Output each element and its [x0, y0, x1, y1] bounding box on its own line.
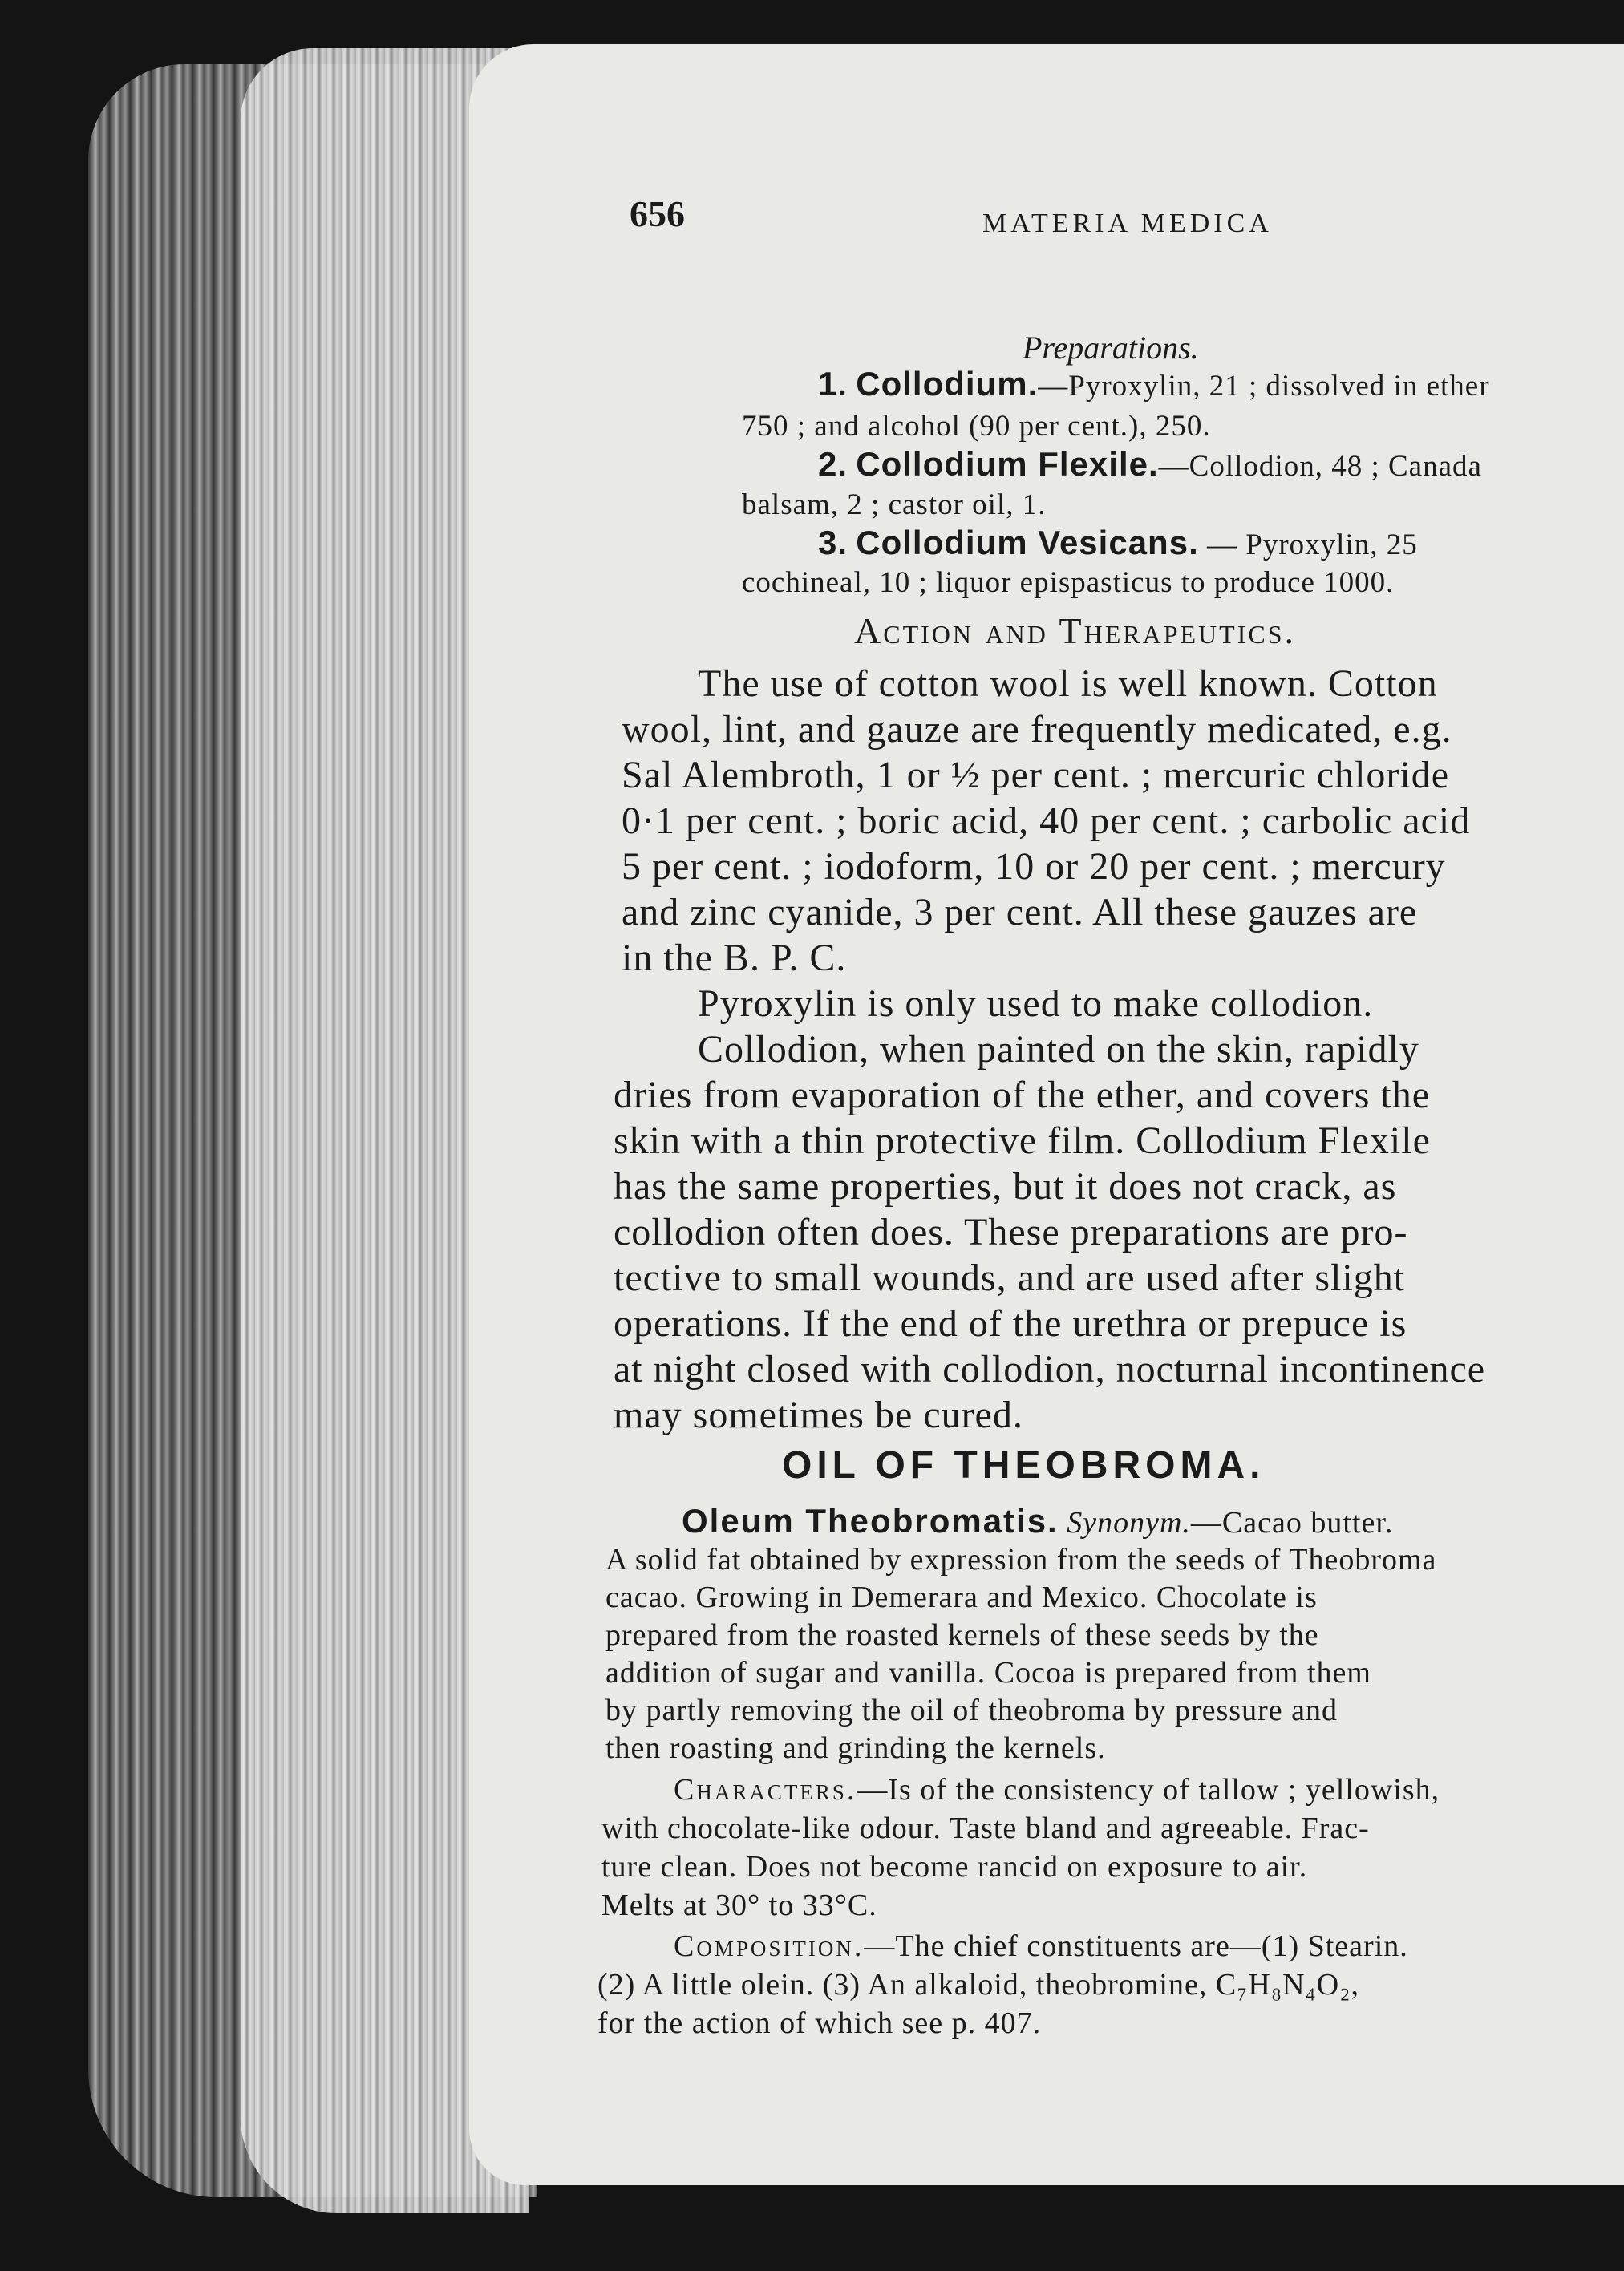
action-line: Sal Alembroth, 1 or ½ per cent. ; mercuric chloride — [622, 754, 1450, 796]
prep-item-1-line1 — [818, 365, 1490, 403]
book-page — [469, 44, 1624, 2185]
action-heading: Action and Therapeutics. — [854, 610, 1296, 651]
latin-name: Oleum Theobromatis. — [682, 1502, 1059, 1540]
theobroma-desc-line: A solid fat obtained by expression from the seeds of Theobroma — [605, 1543, 1437, 1577]
characters-text: —Is of the consistency of tallow ; yellowish, — [857, 1773, 1440, 1807]
action-line: Collodion, when painted on the skin, rapidly — [698, 1028, 1419, 1071]
theobroma-desc-line: cacao. Growing in Demerara and Mexico. Chocolate is — [605, 1581, 1318, 1614]
page-number: 656 — [630, 193, 685, 234]
action-line: The use of cotton wool is well known. Cotton — [698, 662, 1438, 705]
composition-text: —The chief constituents are—(1) Stearin. — [864, 1929, 1408, 1963]
prep-item-2-name: Collodium Flexile. — [856, 445, 1159, 483]
composition-line: for the action of which see p. 407. — [597, 2006, 1042, 2040]
preparations-heading: Preparations. — [1023, 330, 1199, 366]
composition-label: Composition. — [674, 1929, 865, 1963]
action-line: has the same properties, but it does not crack, as — [614, 1165, 1397, 1208]
prep-item-3-name: Collodium Vesicans. — [856, 524, 1199, 561]
prep-item-2-text: —Collodion, 48 ; Canada — [1158, 450, 1482, 483]
action-line: tective to small wounds, and are used after slight — [614, 1257, 1406, 1299]
theobroma-desc-line: by partly removing the oil of theobroma by pressure and — [605, 1694, 1338, 1727]
synonym-text: —Cacao butter. — [1190, 1506, 1394, 1540]
characters-line: Melts at 30° to 33°C. — [601, 1888, 877, 1922]
action-line: and zinc cyanide, 3 per cent. All these gauzes are — [622, 891, 1418, 933]
prep-item-2-line2: balsam, 2 ; castor oil, 1. — [742, 488, 1047, 521]
composition-line-1 — [674, 1929, 1408, 1964]
characters-line: with chocolate-like odour. Taste bland and agreeable. Frac- — [601, 1812, 1370, 1845]
theobroma-desc-line: addition of sugar and vanilla. Cocoa is prepared from them — [605, 1656, 1371, 1690]
prep-item-1-number: 1. — [818, 365, 848, 403]
theobroma-name-line — [682, 1502, 1393, 1540]
prep-item-1-name: Collodium. — [856, 365, 1039, 403]
prep-item-3-line2: cochineal, 10 ; liquor epispasticus to produce 1000. — [742, 566, 1395, 599]
characters-line: ture clean. Does not become rancid on exposure to air. — [601, 1850, 1308, 1884]
section-title: OIL OF THEOBROMA. — [782, 1444, 1266, 1487]
action-line: dries from evaporation of the ether, and covers the — [614, 1074, 1431, 1116]
action-line: 5 per cent. ; iodoform, 10 or 20 per cent. ; mercury — [622, 845, 1446, 888]
action-line: wool, lint, and gauze are frequently medicated, e.g. — [622, 708, 1452, 751]
action-line: operations. If the end of the urethra or prepuce is — [614, 1302, 1407, 1345]
composition-line: (2) A little olein. (3) An alkaloid, theobromine, C₇H₈N₄O₂, — [597, 1968, 1359, 2002]
action-line: collodion often does. These preparations are pro- — [614, 1211, 1408, 1253]
prep-item-3-number: 3. — [818, 524, 848, 561]
prep-item-2-line1 — [818, 445, 1482, 484]
action-line: Pyroxylin is only used to make collodion. — [698, 982, 1374, 1025]
characters-label: Characters. — [674, 1773, 857, 1807]
prep-item-3-line1 — [818, 524, 1418, 562]
action-line: skin with a thin protective film. Collodium Flexile — [614, 1119, 1431, 1162]
action-line: 0·1 per cent. ; boric acid, 40 per cent. ; carbolic acid — [622, 800, 1471, 842]
prep-item-1-line2: 750 ; and alcohol (90 per cent.), 250. — [742, 410, 1211, 443]
action-line: at night closed with collodion, nocturnal incontinence — [614, 1348, 1486, 1391]
theobroma-desc-line: prepared from the roasted kernels of these seeds by the — [605, 1618, 1319, 1652]
action-line: in the B. P. C. — [622, 937, 847, 979]
prep-item-1-text: —Pyroxylin, 21 ; dissolved in ether — [1038, 370, 1490, 403]
characters-line-1 — [674, 1772, 1440, 1807]
running-head: MATERIA MEDICA — [982, 208, 1273, 238]
action-line: may sometimes be cured. — [614, 1394, 1023, 1436]
synonym-label: Synonym. — [1067, 1506, 1191, 1540]
theobroma-desc-line: then roasting and grinding the kernels. — [605, 1731, 1106, 1765]
prep-item-3-text: — Pyroxylin, 25 — [1207, 528, 1418, 561]
prep-item-2-number: 2. — [818, 445, 848, 483]
